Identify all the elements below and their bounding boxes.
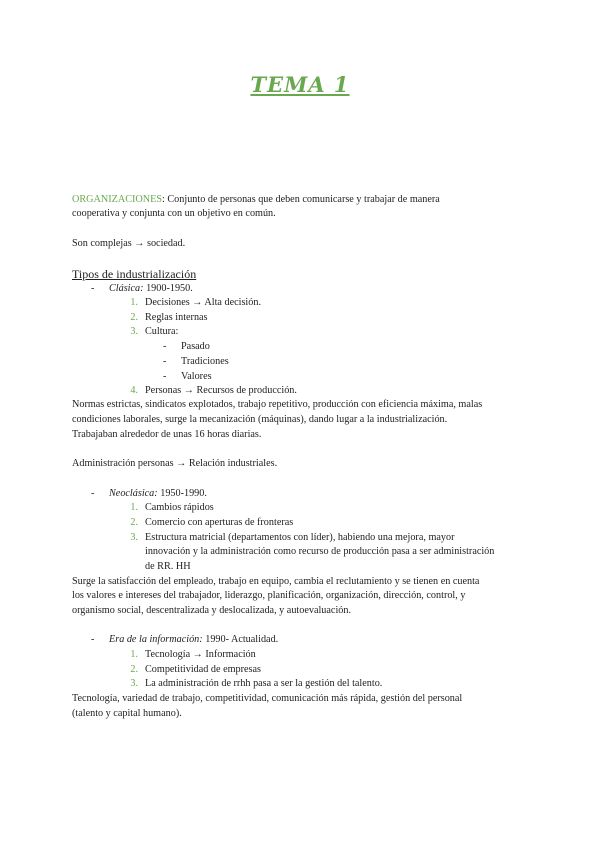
clasica-item-3-number: 3. [130, 326, 138, 337]
sub-item-1-dash: - [163, 341, 167, 352]
clasica-heading [109, 282, 193, 296]
neoclasica-para-2: los valores e intereses del trabajador, liderazgo, planificación, organización, dirección, control, y [72, 590, 466, 601]
era-item-1-number: 1. [130, 649, 138, 660]
neoclasica-heading [109, 487, 207, 501]
era-para-1: Tecnología, variedad de trabajo, competitividad, comunicación más rápida, gestión del personal [72, 693, 463, 704]
neoclasica-para-1: Surge la satisfacción del empleado, trabajo en equipo, cambia el reclutamiento y se tienen en cuenta [72, 576, 480, 587]
intro-definition-1: Conjunto de personas que deben comunicarse y trabajar de manera [164, 194, 440, 205]
sub-item-3-dash: - [163, 371, 167, 382]
era-heading [109, 633, 278, 647]
clasica-para-3: Trabajaban alrededor de unas 16 horas diarias. [72, 429, 262, 440]
era-item-1: Tecnología → Información [145, 649, 256, 660]
neoclasica-item-3: Estructura matricial (departamentos con líder), habiendo una mejora, mayor [145, 532, 455, 543]
era-item-2: Competitividad de empresas [145, 664, 261, 675]
admin-line: Administración personas → Relación industriales. [72, 458, 278, 469]
clasica-para-1: Normas estrictas, sindicatos explotados, trabajo repetitivo, producción con eficiencia máxima, malas [72, 399, 483, 410]
era-label: Era de la información: [109, 634, 203, 645]
sub-item-2-dash: - [163, 356, 167, 367]
clasica-label: Clásica: [109, 283, 144, 294]
era-dash: - [91, 634, 95, 645]
clasica-item-4-number: 4. [130, 385, 138, 396]
neoclasica-item-3-cont-2: de RR. HH [145, 561, 191, 572]
neoclasica-item-3-cont-1: innovación y la administración como recurso de producción pasa a ser administración [145, 546, 495, 557]
era-item-3-number: 3. [130, 678, 138, 689]
clasica-item-4: Personas → Recursos de producción. [145, 385, 297, 396]
neoclasica-item-2: Comercio con aperturas de fronteras [145, 517, 294, 528]
intro-colon: : [162, 194, 165, 205]
intro-definition-2: cooperativa y conjunta con un objetivo en común. [72, 208, 276, 219]
neoclasica-para-3: organismo social, descentralizada y deslocalizada, y autoevaluación. [72, 605, 352, 616]
intro-line-1 [72, 193, 440, 207]
neoclasica-item-2-number: 2. [130, 517, 138, 528]
neoclasica-dash: - [91, 488, 95, 499]
clasica-para-2: condiciones laborales, surge la mecanización (máquinas), dando lugar a la industrialización. [72, 414, 448, 425]
clasica-period: 1900-1950. [143, 283, 193, 294]
sub-item-2: Tradiciones [181, 356, 229, 367]
neoclasica-label: Neoclásica: [109, 488, 158, 499]
era-item-2-number: 2. [130, 664, 138, 675]
sub-item-1: Pasado [181, 341, 210, 352]
clasica-item-1: Decisiones → Alta decisión. [145, 297, 262, 308]
era-period: 1990- Actualidad. [202, 634, 279, 645]
neoclasica-period: 1950-1990. [157, 488, 207, 499]
page-title: TEMA 1 [250, 72, 350, 97]
neoclasica-item-3-number: 3. [130, 532, 138, 543]
clasica-item-1-number: 1. [130, 297, 138, 308]
neoclasica-item-1-number: 1. [130, 502, 138, 513]
clasica-dash: - [91, 283, 95, 294]
era-para-2: (talento y capital humano). [72, 708, 182, 719]
era-item-3: La administración de rrhh pasa a ser la gestión del talento. [145, 678, 383, 689]
complex-line: Son complejas → sociedad. [72, 238, 186, 249]
sub-item-3: Valores [181, 371, 212, 382]
intro-term: ORGANIZACIONES [72, 194, 162, 205]
types-heading: Tipos de industrialización [72, 267, 197, 281]
clasica-item-2-number: 2. [130, 312, 138, 323]
clasica-item-3: Cultura: [145, 326, 179, 337]
clasica-item-2: Reglas internas [145, 312, 208, 323]
neoclasica-item-1: Cambios rápidos [145, 502, 214, 513]
